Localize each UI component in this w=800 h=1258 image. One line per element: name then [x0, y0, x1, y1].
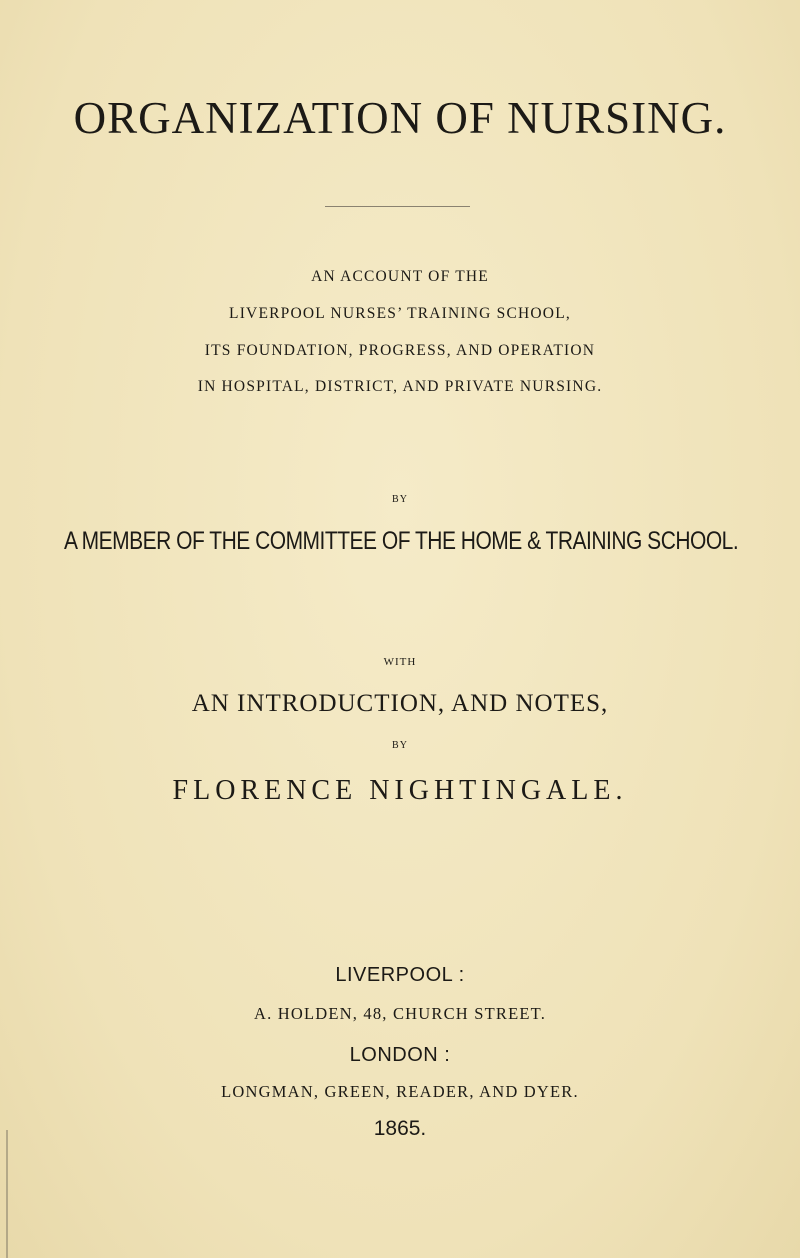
publication-year: 1865.: [373, 1117, 427, 1140]
binding-edge-mark: [6, 1130, 8, 1258]
subtitle-line-4: IN HOSPITAL, DISTRICT, AND PRIVATE NURSING.: [197, 378, 603, 395]
publisher-city-1: LIVERPOOL :: [335, 964, 465, 986]
author-line: A MEMBER OF THE COMMITTEE OF THE HOME & TRAINING SCHOOL.: [64, 527, 739, 555]
divider-rule: [325, 206, 470, 207]
subtitle-line-1: AN ACCOUNT OF THE: [311, 268, 489, 285]
by-label-2: BY: [392, 740, 408, 751]
publisher-city-2: LONDON :: [349, 1044, 451, 1066]
book-title: ORGANIZATION OF NURSING.: [73, 93, 727, 143]
by-label: BY: [392, 494, 408, 505]
subtitle-line-2: LIVERPOOL NURSES’ TRAINING SCHOOL,: [229, 305, 571, 322]
with-label: WITH: [383, 656, 417, 668]
introduction-line: AN INTRODUCTION, AND NOTES,: [191, 690, 609, 717]
publisher-2: LONGMAN, GREEN, READER, AND DYER.: [221, 1082, 579, 1101]
publisher-1: A. HOLDEN, 48, CHURCH STREET.: [253, 1004, 547, 1023]
contributor-name: FLORENCE NIGHTINGALE.: [172, 775, 628, 806]
subtitle-line-3: ITS FOUNDATION, PROGRESS, AND OPERATION: [204, 342, 596, 359]
